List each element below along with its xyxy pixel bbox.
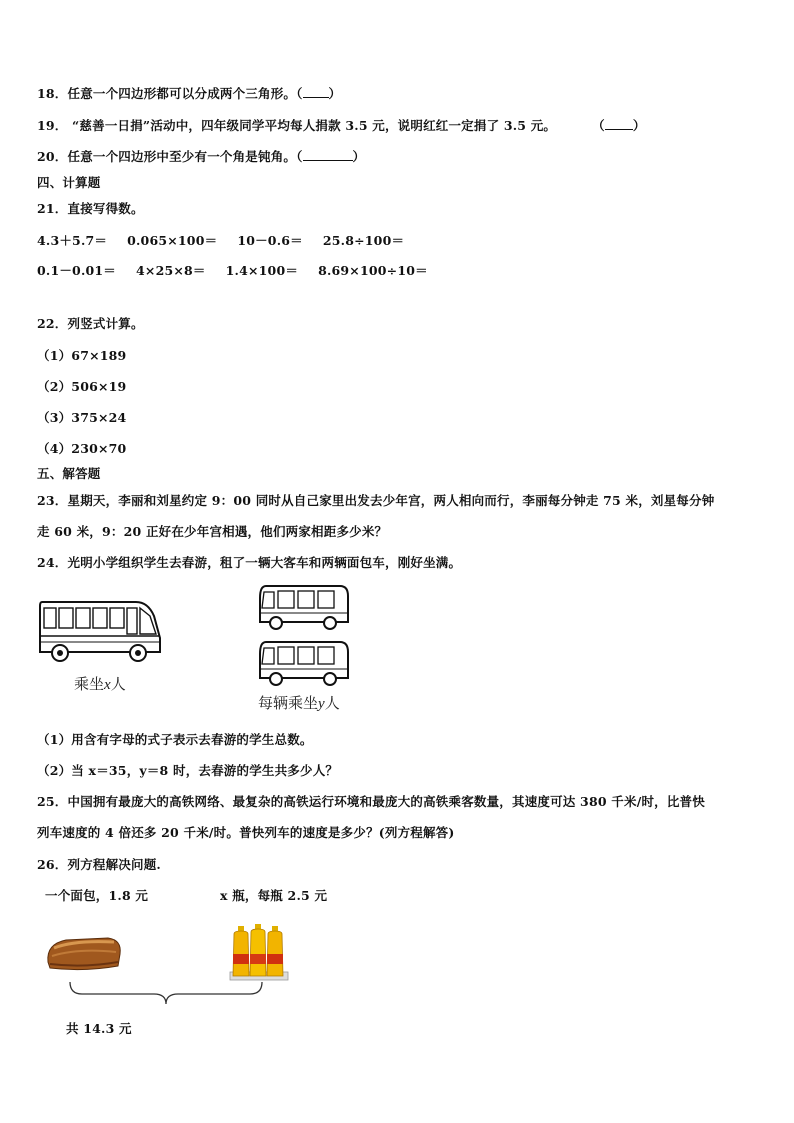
total-brace xyxy=(68,980,264,1006)
question-20 xyxy=(37,147,365,165)
van-illustration-1 xyxy=(256,582,352,632)
van-caption-post: 人 xyxy=(324,696,340,712)
van-caption xyxy=(258,692,340,713)
question-22-item-2: （2）506×19 xyxy=(37,379,127,394)
question-18 xyxy=(37,84,341,102)
van-illustration-2 xyxy=(256,638,352,688)
answer-blank-19[interactable] xyxy=(605,117,633,130)
question-23-line-2: 走 60 米，9：20 正好在少年宫相遇，他们两家相距多少米？ xyxy=(37,524,388,539)
question-24-sub-1: （1）用含有字母的式子表示去春游的学生总数。 xyxy=(37,732,313,747)
question-22-title: 22．列竖式计算。 xyxy=(37,316,144,331)
question-24-sub-2: （2）当 x＝35，y＝8 时，去春游的学生共多少人？ xyxy=(37,763,339,778)
question-19 xyxy=(37,116,646,134)
question-21-title: 21．直接写得数。 xyxy=(37,201,144,216)
question-25-line-1: 25．中国拥有最庞大的高铁网络、最复杂的高铁运行环境和最庞大的高铁乘客数量，其速度可达 380 千米/时，比普快 xyxy=(37,794,705,809)
question-26-title: 26．列方程解决问题. xyxy=(37,857,161,872)
answer-blank-20[interactable] xyxy=(303,148,353,161)
question-19-close: ） xyxy=(632,118,646,133)
calc-row-1 xyxy=(37,231,424,249)
question-18-text: 18．任意一个四边形都可以分成两个三角形。（ xyxy=(37,86,303,101)
question-24-title: 24．光明小学组织学生去春游，租了一辆大客车和两辆面包车，刚好坐满。 xyxy=(37,555,462,570)
juice-price-label: x 瓶，每瓶 2.5 元 xyxy=(220,888,328,903)
bread-illustration xyxy=(44,934,124,974)
van-caption-var: y xyxy=(318,696,325,712)
bread-price-label: 一个面包，1.8 元 xyxy=(45,888,149,903)
juice-bottles-illustration xyxy=(228,922,292,986)
question-18-close: ） xyxy=(328,86,342,101)
bus-caption xyxy=(74,673,126,694)
calc-item: 0.065×100＝ xyxy=(127,233,218,248)
calc-item: 1.4×100＝ xyxy=(225,263,299,278)
section-5-heading: 五、解答题 xyxy=(37,466,101,481)
question-20-close: ） xyxy=(352,149,366,164)
question-22-item-1: （1）67×189 xyxy=(37,348,127,363)
van-caption-pre: 每辆乘坐 xyxy=(258,696,319,712)
question-23-line-1: 23．星期天，李丽和刘星约定 9：00 同时从自己家里出发去少年宫，两人相向而行，李丽每分钟走 75 米，刘星每分钟 xyxy=(37,493,715,508)
answer-blank-18[interactable] xyxy=(303,85,329,98)
calc-item: 25.8÷100＝ xyxy=(322,233,405,248)
question-19-open: （ xyxy=(592,118,605,133)
total-price-label: 共 14.3 元 xyxy=(66,1021,132,1036)
question-19-text: 19． “慈善一日捐”活动中，四年级同学平均每人捐款 3.5 元，说明红红一定捐了 3.5 元。 xyxy=(37,118,557,133)
bus-caption-pre: 乘坐 xyxy=(74,677,105,693)
calc-item: 4×25×8＝ xyxy=(136,263,206,278)
calc-item: 0.1－0.01＝ xyxy=(37,263,116,278)
question-20-text: 20．任意一个四边形中至少有一个角是钝角。（ xyxy=(37,149,303,164)
section-4-heading: 四、计算题 xyxy=(37,175,101,190)
calc-row-2 xyxy=(37,261,448,279)
calc-item: 4.3＋5.7＝ xyxy=(37,233,108,248)
question-22-item-4: （4）230×70 xyxy=(37,441,127,456)
bus-caption-post: 人 xyxy=(110,677,126,693)
question-22-item-3: （3）375×24 xyxy=(37,410,127,425)
calc-item: 10－0.6＝ xyxy=(237,233,303,248)
question-25-line-2: 列车速度的 4 倍还多 20 千米/时。普快列车的速度是多少？(列方程解答) xyxy=(37,825,455,840)
calc-item: 8.69×100÷10＝ xyxy=(318,263,428,278)
bus-illustration xyxy=(36,598,164,664)
bus-caption-var: x xyxy=(104,677,111,693)
